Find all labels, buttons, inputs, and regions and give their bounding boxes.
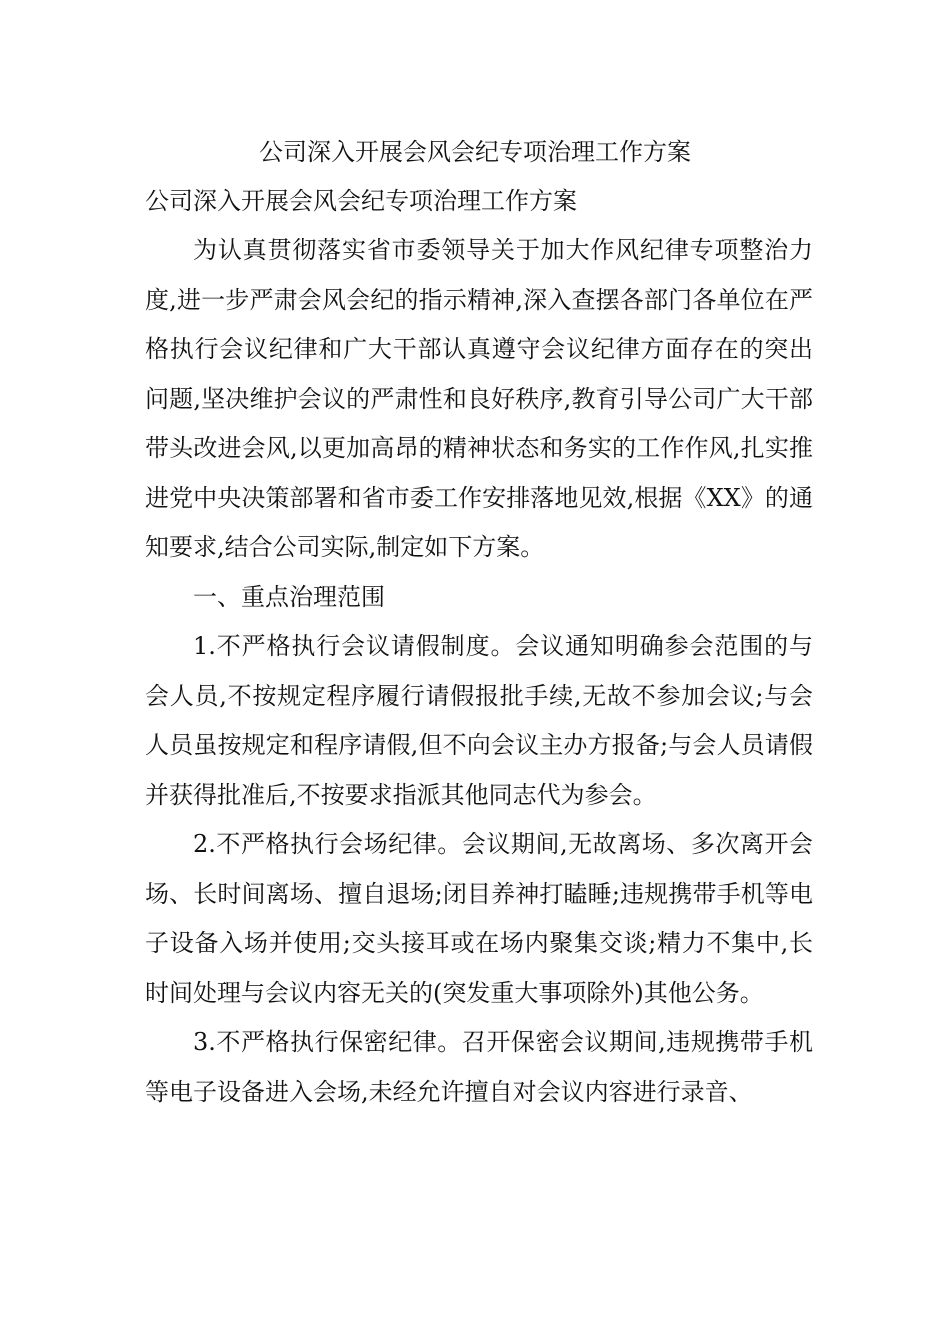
intro-paragraph: 为认真贯彻落实省市委领导关于加大作风纪律专项整治力度,进一步严肃会风会纪的指示精神,深入查摆各部门各单位在严格执行会议纪律和广大干部认真遵守会议纪律方面存在的突出问题,坚决维护会议的严肃性和良好秩序,教育引导公司广大干部带头改进会风,以更加高昂的精神状态和务实的工作作风,扎实推进党中央决策部署和省市委工作安排落地见效,根据《XX》的通知要求,结合公司实际,制定如下方案。 [145, 236, 813, 561]
document-subtitle: 公司深入开展会风会纪专项治理工作方案 [145, 187, 577, 215]
document-title: 公司深入开展会风会纪专项治理工作方案 [259, 138, 691, 166]
list-item: 1.不严格执行会议请假制度。会议通知明确参会范围的与会人员,不按规定程序履行请假报批手续,无故不参加会议;与会人员虽按规定和程序请假,但不向会议主办方报备;与会人员请假并获得批准后,不按要求指派其他同志代为参会。 [145, 632, 813, 809]
list-item: 3.不严格执行保密纪律。召开保密会议期间,违规携带手机等电子设备进入会场,未经允许擅自对会议内容进行录音、 [145, 1028, 813, 1106]
document-body [145, 226, 813, 1117]
list-item: 2.不严格执行会场纪律。会议期间,无故离场、多次离开会场、长时间离场、擅自退场;闭目养神打瞌睡;违规携带手机等电子设备入场并使用;交头接耳或在场内聚集交谈;精力不集中,长时间处理与会议内容无关的(突发重大事项除外)其他公务。 [145, 830, 813, 1007]
section-heading: 一、重点治理范围 [193, 582, 385, 611]
